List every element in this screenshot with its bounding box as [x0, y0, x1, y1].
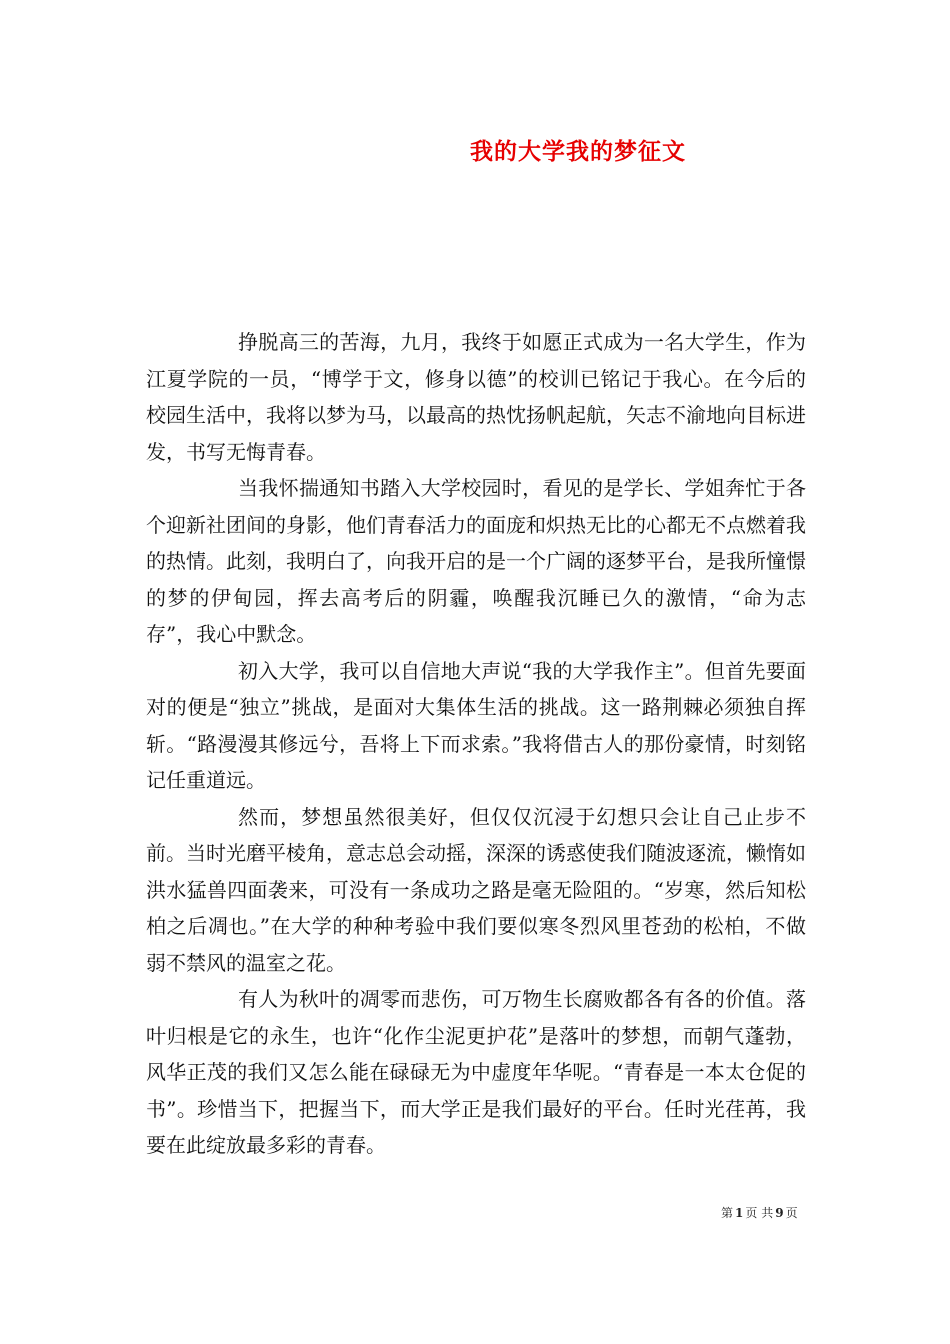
document-title: 我的大学我的梦征文: [470, 138, 686, 165]
page-footer: [720, 1204, 799, 1221]
paragraph-1: 挣脱高三的苦海，九月，我终于如愿正式成为一名大学生，作为江夏学院的一员，“博学于文，修身以德”的校训已铭记于我心。在今后的校园生活中，我将以梦为马，以最高的热忱扬帆起航，矢志不渝地向目标进发，书写无悔青春。: [146, 330, 806, 464]
document-body: [146, 324, 806, 1164]
paragraph-5: 有人为秋叶的凋零而悲伤，可万物生长腐败都各有各的价值。落叶归根是它的永生，也许“化作尘泥更护花”是落叶的梦想，而朝气蓬勃，风华正茂的我们又怎么能在碌碌无为中虚度年华呢。“青春是一本太仓促的书”。珍惜当下，把握当下，而大学正是我们最好的平台。任时光荏苒，我要在此绽放最多彩的青春。: [146, 987, 806, 1157]
footer-suffix: 页: [785, 1206, 798, 1220]
footer-prefix: 第: [721, 1206, 734, 1220]
paragraph-2: 当我怀揣通知书踏入大学校园时，看见的是学长、学姐奔忙于各个迎新社团间的身影，他们青春活力的面庞和炽热无比的心都无不点燃着我的热情。此刻，我明白了，向我开启的是一个广阔的逐梦平台，是我所憧憬的梦的伊甸园，挥去高考后的阴霾，唤醒我沉睡已久的激情，“命为志存”，我心中默念。: [146, 476, 806, 646]
paragraph-4: 然而，梦想虽然很美好，但仅仅沉浸于幻想只会让自己止步不前。当时光磨平棱角，意志总会动摇，深深的诱惑使我们随波逐流，懒惰如洪水猛兽四面袭来，可没有一条成功之路是毫无险阻的。“岁寒，然后知松柏之后凋也。”在大学的种种考验中我们要似寒冬烈风里苍劲的松柏，不做弱不禁风的温室之花。: [146, 804, 806, 975]
total-pages-number: 9: [775, 1206, 784, 1220]
paragraph-3: 初入大学，我可以自信地大声说“我的大学我作主”。但首先要面对的便是“独立”挑战，是面对大集体生活的挑战。这一路荆棘必须独自挥斩。“路漫漫其修远兮，吾将上下而求索。”我将借古人的那份豪情，时刻铭记任重道远。: [146, 658, 806, 792]
footer-middle: 页 共: [745, 1206, 774, 1220]
current-page-number: 1: [735, 1206, 744, 1220]
